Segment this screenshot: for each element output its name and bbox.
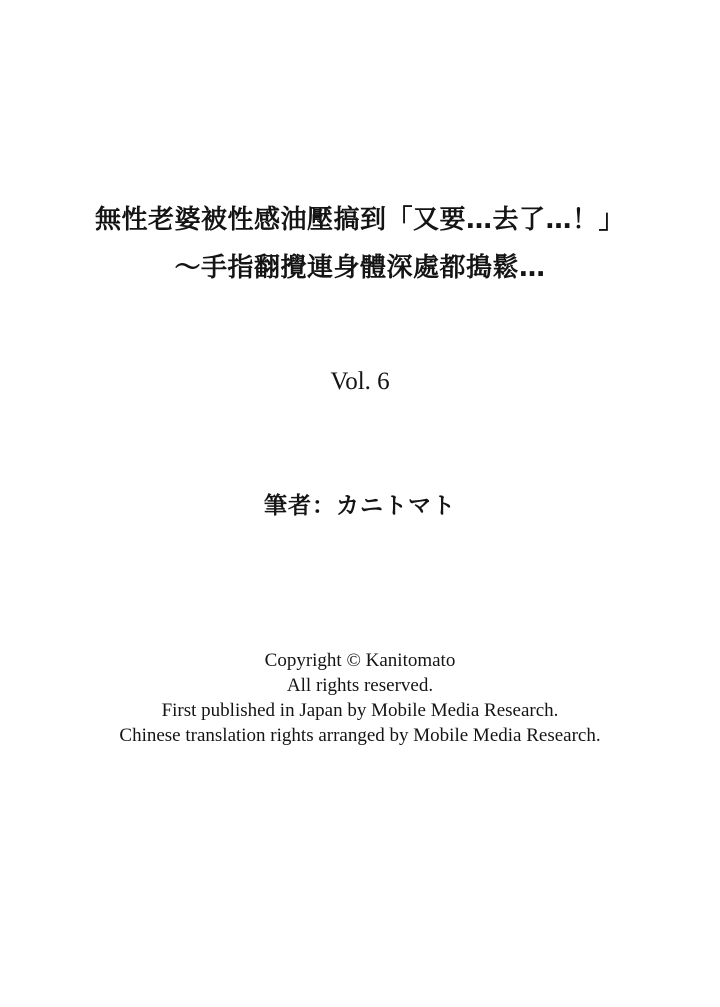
copyright-line-4: Chinese translation rights arranged by Mobile Media Research. (119, 725, 601, 746)
title-line-2: ～手指翻攪連身體深處都搗鬆… (174, 253, 546, 283)
title-line-1: 無性老婆被性感油壓搞到「又要…去了…！」 (94, 205, 625, 235)
copyright-block (0, 648, 720, 748)
copyright-line-1: Copyright © Kanitomato (264, 650, 456, 671)
author-label: 筆者：カニトマト (264, 493, 456, 519)
copyright-line-2: All rights reserved. (286, 675, 434, 696)
volume-label: Vol. 6 (330, 368, 390, 395)
copyright-line-3: First published in Japan by Mobile Media Research. (161, 700, 559, 721)
title-block (0, 196, 720, 292)
